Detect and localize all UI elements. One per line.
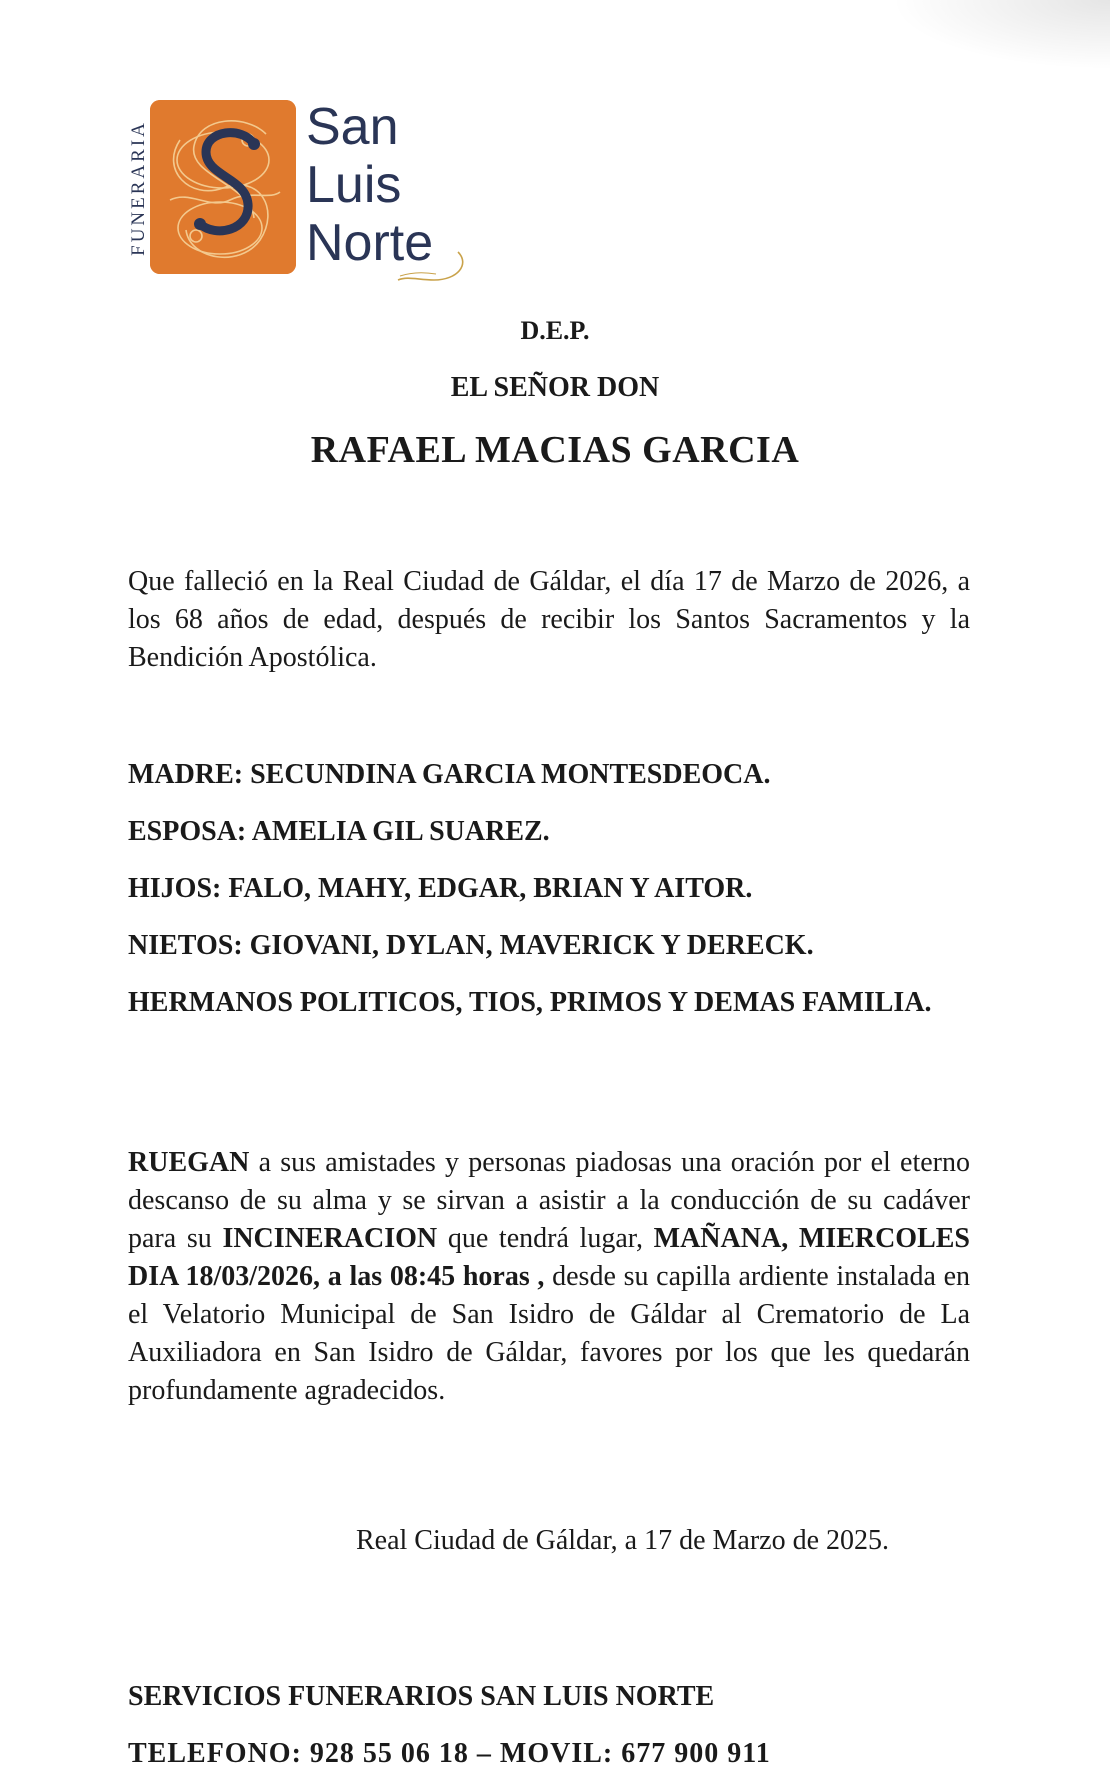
funeraria-logo [126,98,466,298]
ruegan-text: desde su capilla ardiente instalada en el Velatorio Municipal de San Isidro de Gáldar al Crematorio de La Auxiliadora en San Isidro de Gáldar, favores por los que les quedarán profundamente agradecidos. [128,1261,970,1406]
logo-word: San [306,98,399,156]
ruegan-text: a sus amistades y personas piadosas una oración por el eterno descanso de su alma y se sirvan a asistir a la conducción de su cadáver para su [128,1147,970,1254]
deceased-name: RAFAEL MACIAS GARCIA [310,429,800,471]
family-line-nietos: NIETOS: GIOVANI, DYLAN, MAVERICK Y DERECK. [128,930,814,961]
intro-paragraph: Que falleció en la Real Ciudad de Gáldar, el día 17 de Marzo de 2026, a los 68 años de edad, después de recibir los Santos Sacramentos y la Bendición Apostólica. [128,566,970,673]
company-phone: TELEFONO: 928 55 06 18 – MOVIL: 677 900 911 [128,1738,771,1769]
logo-flourish-icon [388,246,468,296]
ceremony-date-time: MAÑANA, MIERCOLES DIA 18/03/2026, a las 08:45 horas , [128,1223,971,1292]
company-name: SERVICIOS FUNERARIOS SAN LUIS NORTE [128,1681,715,1712]
ruegan-paragraph [128,1144,970,1410]
family-line-hijos: HIJOS: FALO, MAHY, EDGAR, BRIAN Y AITOR. [128,873,753,904]
family-line-esposa: ESPOSA: AMELIA GIL SUAREZ. [128,816,550,847]
ceremony-type: INCINERACION [222,1223,438,1254]
logo-word: Luis [306,156,402,214]
dep-heading: D.E.P. [520,316,590,345]
ornate-s-monogram-icon [150,100,296,274]
family-line-madre: MADRE: SECUNDINA GARCIA MONTESDEOCA. [128,759,771,790]
logo-vertical-text: FUNERARIA [128,120,149,256]
logo-word: Norte [306,214,434,272]
ruegan-text: que tendrá lugar, [437,1223,654,1254]
ruegan-lead: RUEGAN [128,1147,250,1178]
place-date: Real Ciudad de Gáldar, a 17 de Marzo de 2025. [356,1525,890,1556]
family-line-otros: HERMANOS POLITICOS, TIOS, PRIMOS Y DEMAS FAMILIA. [128,987,932,1018]
honorific-heading: EL SEÑOR DON [450,372,660,403]
family-list [128,756,970,1041]
page-corner-shadow [890,0,1110,70]
